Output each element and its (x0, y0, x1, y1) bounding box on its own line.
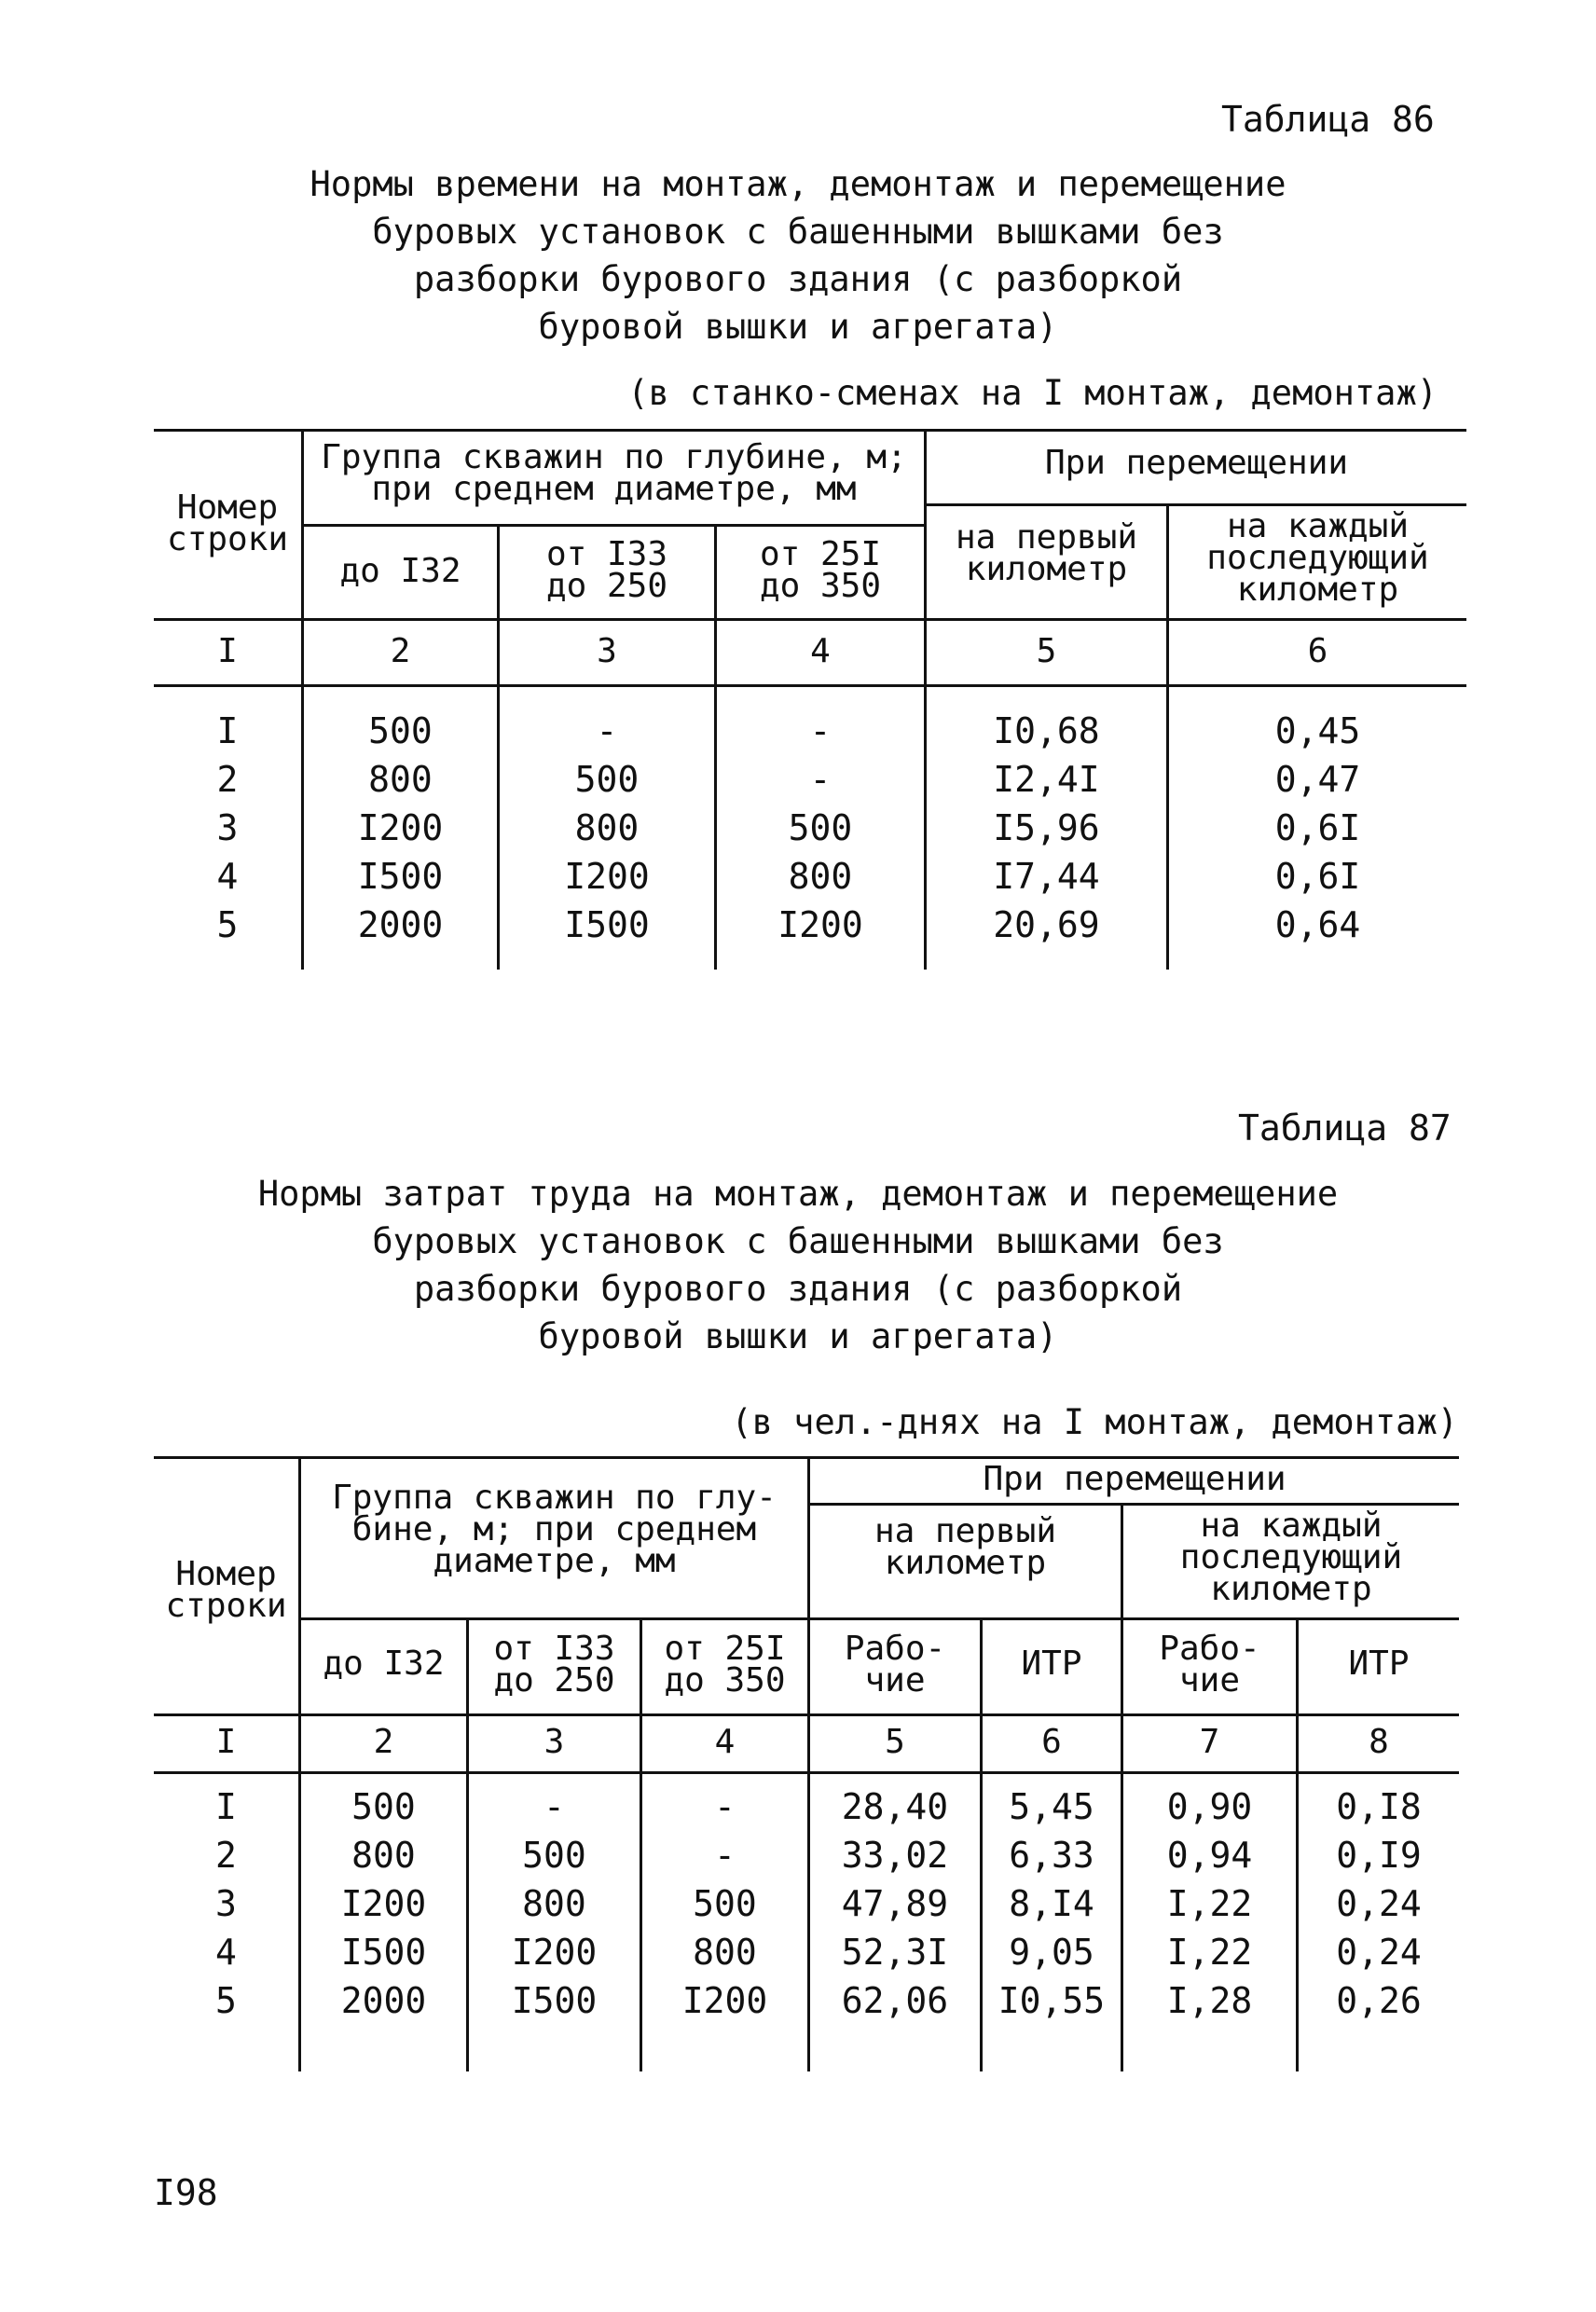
table-cell: I (215, 1786, 237, 1827)
header-line: последующий (1206, 539, 1429, 577)
header-line: километр (1210, 1570, 1372, 1608)
header-line: строки (166, 520, 289, 558)
header-line: ИТР (1348, 1645, 1410, 1683)
table-cell: - (714, 1786, 736, 1827)
header-line: При перемещении (983, 1460, 1286, 1498)
rule (807, 1503, 1459, 1506)
table-86-units: (в станко-сменах на I монтаж, демонтаж) (627, 373, 1438, 413)
table-cell: 0,26 (1336, 1980, 1422, 2021)
table-cell: 33,02 (841, 1835, 949, 1876)
header-line: Номер (176, 489, 279, 527)
header-line: При перемещении (1044, 444, 1349, 482)
table-cell: 0,94 (1166, 1835, 1253, 1876)
table-cell: I2,4I (993, 759, 1100, 800)
table-cell: - (596, 710, 618, 751)
header-moving (927, 444, 1466, 482)
title-line: разборки бурового здания (с разборкой (413, 259, 1183, 299)
table-cell: 0,24 (1336, 1932, 1422, 1973)
table-cell: 0,I8 (1336, 1786, 1422, 1827)
header-line: от I33 (545, 535, 668, 573)
table-cell: 500 (368, 710, 433, 751)
header-line: строки (165, 1587, 287, 1625)
column-number: 6 (1041, 1723, 1062, 1761)
rule (154, 1713, 1459, 1716)
header-line: чие (1178, 1661, 1241, 1700)
table-cell: 500 (522, 1835, 586, 1876)
table-cell: 0,I9 (1336, 1835, 1422, 1876)
header-well-group (304, 438, 924, 508)
table-cell: 500 (574, 759, 640, 800)
table-cell: 800 (693, 1932, 757, 1973)
column-number: 6 (1307, 632, 1328, 670)
table-87-units: (в чел.-днях на I монтаж, демонтаж) (731, 1402, 1458, 1442)
table-cell: 8,I4 (1009, 1883, 1094, 1924)
rule (301, 524, 924, 527)
column-number: 3 (597, 632, 617, 670)
table-cell: 800 (788, 856, 853, 897)
header-workers-each-km (1123, 1630, 1296, 1700)
table-cell: 2000 (357, 904, 444, 945)
header-each-next-km (1169, 507, 1466, 609)
header-line: километр (884, 1544, 1047, 1582)
table-cell: 4 (215, 1932, 237, 1973)
title-line: буровой вышки и агрегата) (538, 307, 1058, 347)
table-cell: - (714, 1835, 736, 1876)
header-itr-each-km (1299, 1645, 1459, 1683)
table-cell: - (809, 759, 832, 800)
table-cell: I200 (777, 904, 863, 945)
rule (154, 1771, 1459, 1774)
header-line: при среднем диаметре, мм (371, 470, 857, 508)
header-line: километр (1236, 571, 1399, 609)
table-cell: 4 (216, 856, 239, 897)
page-number: I98 (154, 2172, 218, 2213)
table-cell: 0,45 (1274, 710, 1361, 751)
table-86-number: Таблица 86 (1221, 99, 1435, 140)
column-number: I (215, 1723, 237, 1761)
table-cell: 47,89 (841, 1883, 949, 1924)
column-number: 5 (1036, 632, 1057, 670)
table-cell: I0,68 (993, 710, 1100, 751)
table-cell: 0,90 (1166, 1786, 1253, 1827)
header-moving (810, 1460, 1459, 1498)
header-line: до I32 (323, 1645, 445, 1683)
table-cell: 0,64 (1274, 904, 1361, 945)
title-line: буровой вышки и агрегата) (538, 1316, 1058, 1356)
header-line: ИТР (1021, 1645, 1082, 1683)
title-line: Нормы затрат труда на монтаж, демонтаж и перемещение (257, 1174, 1339, 1214)
title-line: буровых установок с башенными вышками без (372, 212, 1224, 252)
table-cell: I200 (681, 1980, 768, 2021)
header-line: от I33 (493, 1630, 615, 1668)
table-cell: 5 (215, 1980, 237, 2021)
rule (154, 684, 1466, 687)
table-cell: I500 (340, 1932, 427, 1973)
table-cell: I7,44 (993, 856, 1100, 897)
header-line: до 250 (545, 567, 668, 605)
table-cell: 62,06 (841, 1980, 949, 2021)
header-line: на первый (955, 518, 1138, 557)
title-line: разборки бурового здания (с разборкой (413, 1269, 1183, 1309)
table-cell: 500 (693, 1883, 757, 1924)
column-number: 5 (885, 1723, 905, 1761)
table-cell: 3 (215, 1883, 237, 1924)
rule (154, 429, 1466, 432)
table-cell: - (543, 1786, 565, 1827)
header-row-number (154, 1555, 298, 1625)
table-cell: I500 (564, 904, 650, 945)
header-line: до 350 (759, 567, 882, 605)
table-cell: 800 (574, 807, 640, 848)
table-cell: I0,55 (998, 1980, 1106, 2021)
rule (154, 1456, 1459, 1459)
header-line: чие (864, 1661, 926, 1700)
header-251-350 (717, 535, 924, 605)
header-line: последующий (1179, 1538, 1403, 1576)
table-cell: 800 (522, 1883, 586, 1924)
column-number: 4 (810, 632, 831, 670)
header-workers-first-km (810, 1630, 980, 1700)
table-cell: I,22 (1166, 1932, 1253, 1973)
header-line: на первый (874, 1512, 1057, 1550)
header-first-km (927, 518, 1166, 588)
header-up-to-132 (301, 1645, 466, 1683)
header-line: километр (965, 550, 1128, 588)
table-cell: I200 (511, 1932, 598, 1973)
table-cell: I,22 (1166, 1883, 1253, 1924)
table-cell: 2 (216, 759, 239, 800)
table-cell: 2000 (340, 1980, 427, 2021)
table-cell: I200 (564, 856, 650, 897)
table-cell: 0,6I (1274, 856, 1361, 897)
table-cell: 800 (368, 759, 433, 800)
column-number: 7 (1199, 1723, 1220, 1761)
header-line: до I32 (339, 552, 461, 590)
table-cell: - (809, 710, 832, 751)
table-cell: 0,24 (1336, 1883, 1422, 1924)
header-line: Рабо- (844, 1630, 946, 1668)
header-line: на каждый (1200, 1507, 1383, 1545)
header-first-km (810, 1512, 1121, 1582)
table-cell: 6,33 (1009, 1835, 1094, 1876)
rule (924, 503, 1466, 506)
header-251-350 (642, 1630, 807, 1700)
header-line: Группа скважин по глубине, м; (321, 438, 907, 476)
header-row-number (154, 489, 301, 558)
table-cell: 20,69 (993, 904, 1100, 945)
table-cell: 500 (788, 807, 853, 848)
header-line: до 250 (493, 1661, 615, 1700)
header-line: на каждый (1226, 507, 1410, 545)
header-133-250 (500, 535, 714, 605)
table-cell: 800 (351, 1835, 416, 1876)
header-line: диаметре, мм (433, 1542, 676, 1580)
table-cell: I,28 (1166, 1980, 1253, 2021)
rule (154, 618, 1466, 621)
table-cell: 2 (215, 1835, 237, 1876)
column-number: 2 (373, 1723, 394, 1761)
table-cell: 5 (216, 904, 239, 945)
header-line: Номер (175, 1555, 277, 1593)
title-line: Нормы времени на монтаж, демонтаж и перемещение (310, 164, 1286, 204)
column-number: 2 (390, 632, 411, 670)
table-cell: 9,05 (1009, 1932, 1094, 1973)
table-cell: I (216, 710, 239, 751)
title-line: буровых установок с башенными вышками без (372, 1221, 1224, 1261)
table-cell: I5,96 (993, 807, 1100, 848)
table-cell: 0,6I (1274, 807, 1361, 848)
header-well-group (301, 1479, 807, 1580)
table-cell: 5,45 (1009, 1786, 1094, 1827)
header-133-250 (469, 1630, 640, 1700)
table-cell: 52,3I (841, 1932, 949, 1973)
header-itr-first-km (983, 1645, 1121, 1683)
header-line: Группа скважин по глу- (332, 1479, 777, 1517)
table-cell: I200 (357, 807, 444, 848)
table-cell: 500 (351, 1786, 416, 1827)
table-87-number: Таблица 87 (1238, 1108, 1452, 1149)
table-cell: I500 (511, 1980, 598, 2021)
column-number: 4 (714, 1723, 736, 1761)
header-line: бине, м; при среднем (351, 1510, 757, 1548)
header-line: Рабо- (1159, 1630, 1260, 1668)
table-cell: 0,47 (1274, 759, 1361, 800)
column-number: I (217, 632, 238, 670)
header-up-to-132 (304, 552, 497, 590)
rule (298, 1617, 1459, 1620)
column-number: 3 (543, 1723, 565, 1761)
column-number: 8 (1369, 1723, 1389, 1761)
table-cell: 28,40 (841, 1786, 949, 1827)
table-cell: 3 (216, 807, 239, 848)
header-line: от 25I (664, 1630, 786, 1668)
table-cell: I500 (357, 856, 444, 897)
table-cell: I200 (340, 1883, 427, 1924)
header-each-next-km (1123, 1507, 1459, 1608)
header-line: до 350 (664, 1661, 786, 1700)
header-line: от 25I (759, 535, 882, 573)
